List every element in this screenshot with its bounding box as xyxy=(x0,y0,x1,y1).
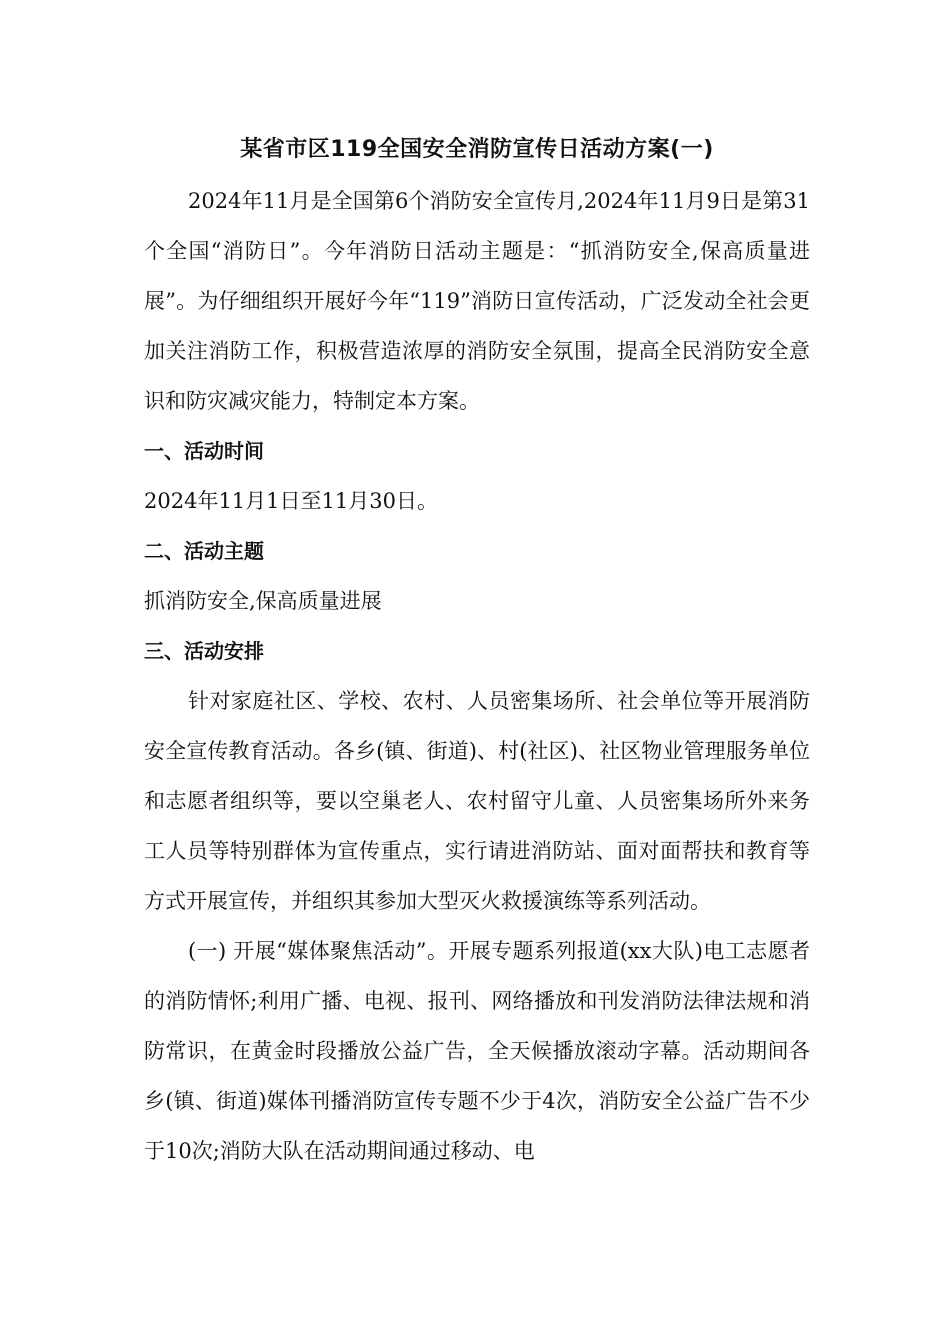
section-heading-time: 一、活动时间 xyxy=(144,439,264,463)
intro-paragraph: 2024年11月是全国第6个消防安全宣传月,2024年11月9日是第31个全国“消防日”。今年消防日活动主题是：“抓消防安全,保高质量进展”。为仔细组织开展好今年“119”消防日宣传活动，广泛发动全社会更加关注消防工作，积极营造浓厚的消防安全氛围，提高全民消防安全意识和防灾减灾能力，特制定本方案。 xyxy=(144,189,810,413)
section-body-time: 2024年11月1日至11月30日。 xyxy=(144,489,438,513)
section-body-arrangement: 针对家庭社区、学校、农村、人员密集场所、社会单位等开展消防安全宣传教育活动。各乡(镇、街道)、村(社区)、社区物业管理服务单位和志愿者组织等，要以空巢老人、农村留守儿童、人员密集场所外来务工人员等特别群体为宣传重点，实行请进消防站、面对面帮扶和教育等方式开展宣传，并组织其参加大型灭火救援演练等系列活动。 xyxy=(144,689,810,913)
document-page xyxy=(144,128,810,1176)
subsection-media-focus: (一) 开展“媒体聚焦活动”。开展专题系列报道(xx大队)电工志愿者的消防情怀;利用广播、电视、报刊、网络播放和刊发消防法律法规和消防常识，在黄金时段播放公益广告，全天候播放滚动字幕。活动期间各乡(镇、街道)媒体刊播消防宣传专题不少于4次，消防安全公益广告不少于10次;消防大队在活动期间通过移动、电 xyxy=(144,939,810,1163)
section-heading-arrangement: 三、活动安排 xyxy=(144,639,264,663)
section-heading-theme: 二、活动主题 xyxy=(144,539,264,563)
document-title: 某省市区119全国安全消防宣传日活动方案(一) xyxy=(240,137,714,162)
section-body-theme: 抓消防安全,保高质量进展 xyxy=(144,589,382,613)
